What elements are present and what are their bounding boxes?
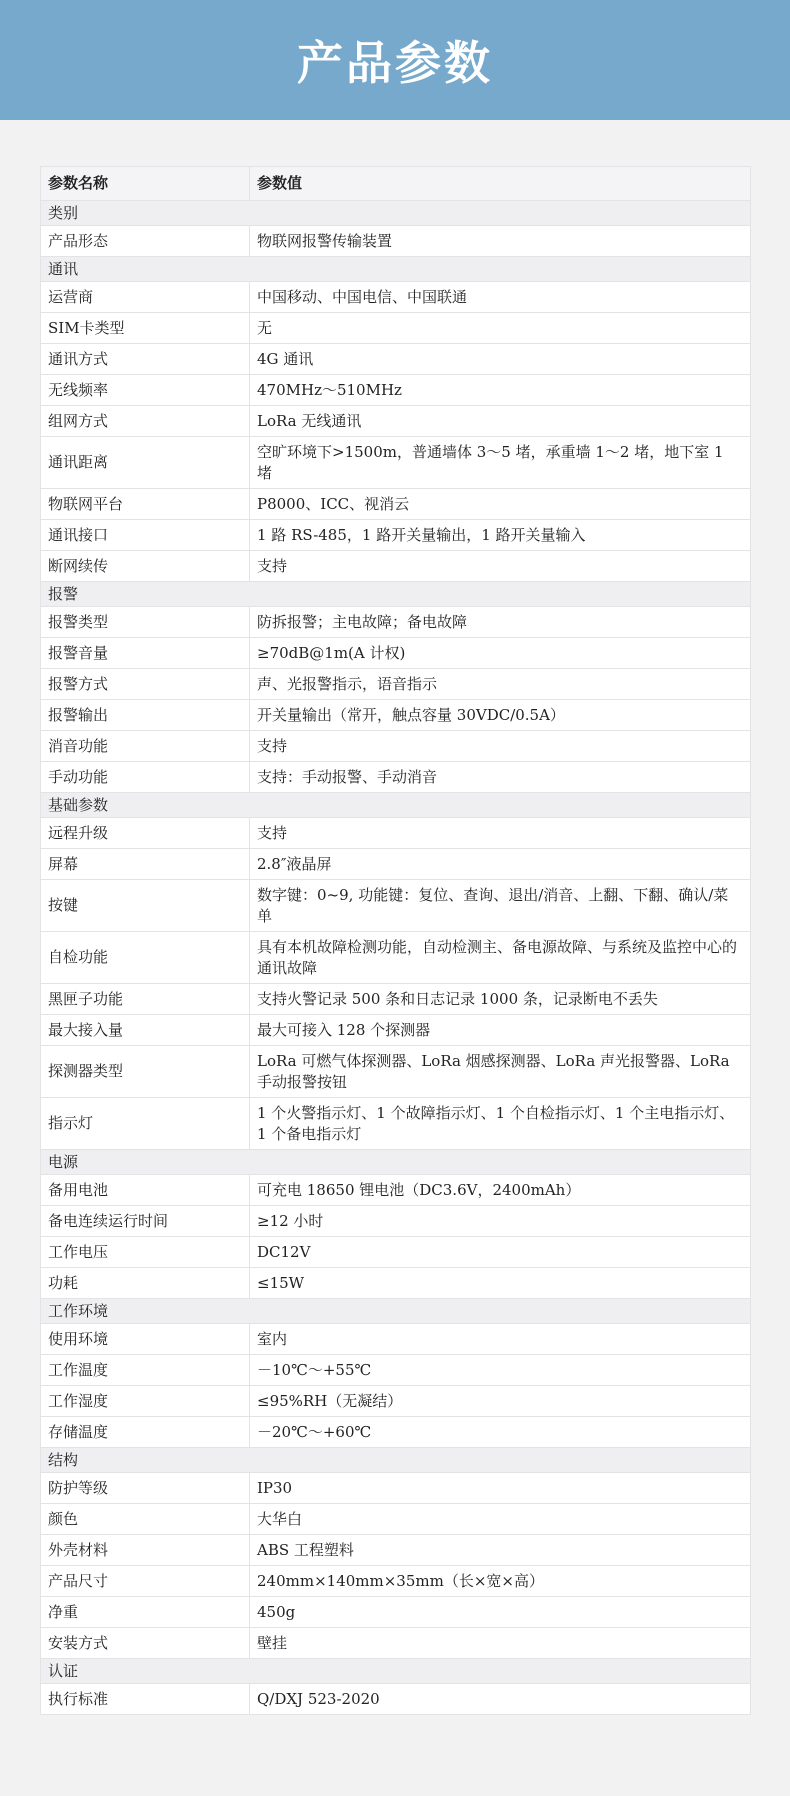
param-name: 通讯接口	[41, 520, 250, 551]
param-name: 黑匣子功能	[41, 984, 250, 1015]
param-name: 备用电池	[41, 1175, 250, 1206]
table-row	[41, 1324, 751, 1355]
table-row	[41, 375, 751, 406]
table-row	[41, 669, 751, 700]
section-row	[41, 1448, 751, 1473]
spec-table-wrapper	[40, 166, 751, 1715]
param-name: SIM卡类型	[41, 313, 250, 344]
table-row	[41, 984, 751, 1015]
table-row	[41, 700, 751, 731]
param-value: ≤15W	[250, 1268, 751, 1299]
param-value: 无	[250, 313, 751, 344]
param-value: 最大可接入 128 个探测器	[250, 1015, 751, 1046]
table-row	[41, 1237, 751, 1268]
param-name: 安装方式	[41, 1628, 250, 1659]
table-row	[41, 762, 751, 793]
table-row	[41, 282, 751, 313]
param-value: 1 个火警指示灯、1 个故障指示灯、1 个自检指示灯、1 个主电指示灯、1 个备电指示灯	[250, 1098, 751, 1150]
param-name: 无线频率	[41, 375, 250, 406]
param-name: 组网方式	[41, 406, 250, 437]
param-value: 壁挂	[250, 1628, 751, 1659]
param-name: 使用环境	[41, 1324, 250, 1355]
table-row	[41, 1046, 751, 1098]
param-value: 数字键：0~9, 功能键：复位、查询、退出/消音、上翻、下翻、确认/菜单	[250, 880, 751, 932]
table-row	[41, 638, 751, 669]
header-banner	[0, 0, 790, 120]
param-name: 指示灯	[41, 1098, 250, 1150]
param-name: 报警音量	[41, 638, 250, 669]
table-row	[41, 1386, 751, 1417]
table-row	[41, 1355, 751, 1386]
section-row	[41, 201, 751, 226]
param-name: 执行标准	[41, 1684, 250, 1715]
param-value: 室内	[250, 1324, 751, 1355]
table-row	[41, 1175, 751, 1206]
section-row	[41, 1150, 751, 1175]
param-value: ≥12 小时	[250, 1206, 751, 1237]
section-row	[41, 1659, 751, 1684]
param-name: 报警方式	[41, 669, 250, 700]
section-label: 认证	[41, 1659, 751, 1684]
table-row	[41, 520, 751, 551]
table-row	[41, 932, 751, 984]
param-name: 手动功能	[41, 762, 250, 793]
table-row	[41, 489, 751, 520]
param-value: 可充电 18650 锂电池（DC3.6V，2400mAh）	[250, 1175, 751, 1206]
table-row	[41, 607, 751, 638]
param-name: 报警输出	[41, 700, 250, 731]
param-name: 自检功能	[41, 932, 250, 984]
table-row	[41, 313, 751, 344]
param-name: 净重	[41, 1597, 250, 1628]
param-name: 工作湿度	[41, 1386, 250, 1417]
table-row	[41, 551, 751, 582]
section-label: 基础参数	[41, 793, 751, 818]
table-header-row	[41, 167, 751, 201]
section-label: 电源	[41, 1150, 751, 1175]
table-row	[41, 1628, 751, 1659]
param-value: 支持火警记录 500 条和日志记录 1000 条，记录断电不丢失	[250, 984, 751, 1015]
param-value: 防拆报警；主电故障；备电故障	[250, 607, 751, 638]
param-name: 报警类型	[41, 607, 250, 638]
param-value: 开关量输出（常开，触点容量 30VDC/0.5A）	[250, 700, 751, 731]
section-label: 工作环境	[41, 1299, 751, 1324]
param-value: 240mm×140mm×35mm（长×宽×高）	[250, 1566, 751, 1597]
param-name: 探测器类型	[41, 1046, 250, 1098]
param-value: －10℃～+55℃	[250, 1355, 751, 1386]
param-value: 2.8″液晶屏	[250, 849, 751, 880]
param-value: 支持：手动报警、手动消音	[250, 762, 751, 793]
param-name: 备电连续运行时间	[41, 1206, 250, 1237]
param-value: P8000、ICC、视消云	[250, 489, 751, 520]
table-row	[41, 406, 751, 437]
param-name: 产品尺寸	[41, 1566, 250, 1597]
param-name: 防护等级	[41, 1473, 250, 1504]
section-label: 通讯	[41, 257, 751, 282]
param-value: ABS 工程塑料	[250, 1535, 751, 1566]
section-row	[41, 582, 751, 607]
table-row	[41, 1566, 751, 1597]
table-row	[41, 1684, 751, 1715]
table-row	[41, 437, 751, 489]
table-row	[41, 1473, 751, 1504]
param-name: 颜色	[41, 1504, 250, 1535]
param-value: ≥70dB@1m(A 计权)	[250, 638, 751, 669]
table-row	[41, 344, 751, 375]
table-row	[41, 1098, 751, 1150]
table-row	[41, 818, 751, 849]
section-row	[41, 1299, 751, 1324]
param-name: 存储温度	[41, 1417, 250, 1448]
param-value: LoRa 无线通讯	[250, 406, 751, 437]
param-name: 物联网平台	[41, 489, 250, 520]
table-row	[41, 1015, 751, 1046]
param-name: 工作温度	[41, 1355, 250, 1386]
table-row	[41, 880, 751, 932]
column-header-value: 参数值	[250, 167, 751, 201]
param-name: 产品形态	[41, 226, 250, 257]
table-row	[41, 1597, 751, 1628]
table-row	[41, 226, 751, 257]
param-value: LoRa 可燃气体探测器、LoRa 烟感探测器、LoRa 声光报警器、LoRa 手动报警按钮	[250, 1046, 751, 1098]
spec-table-body	[41, 167, 751, 1715]
param-value: 物联网报警传输装置	[250, 226, 751, 257]
param-value: DC12V	[250, 1237, 751, 1268]
section-label: 结构	[41, 1448, 751, 1473]
param-value: IP30	[250, 1473, 751, 1504]
param-name: 工作电压	[41, 1237, 250, 1268]
page-title: 产品参数	[297, 36, 493, 90]
param-name: 外壳材料	[41, 1535, 250, 1566]
param-value: Q/DXJ 523-2020	[250, 1684, 751, 1715]
param-name: 断网续传	[41, 551, 250, 582]
table-row	[41, 1417, 751, 1448]
param-value: 450g	[250, 1597, 751, 1628]
param-value: 1 路 RS-485，1 路开关量输出，1 路开关量输入	[250, 520, 751, 551]
table-row	[41, 1535, 751, 1566]
param-value: 大华白	[250, 1504, 751, 1535]
table-row	[41, 1268, 751, 1299]
spec-table	[40, 166, 751, 1715]
param-name: 远程升级	[41, 818, 250, 849]
param-name: 运营商	[41, 282, 250, 313]
section-row	[41, 257, 751, 282]
param-name: 按键	[41, 880, 250, 932]
param-value: 空旷环境下>1500m，普通墙体 3～5 堵，承重墙 1～2 堵，地下室 1 堵	[250, 437, 751, 489]
table-row	[41, 731, 751, 762]
section-label: 报警	[41, 582, 751, 607]
param-name: 通讯方式	[41, 344, 250, 375]
param-value: 支持	[250, 731, 751, 762]
param-name: 屏幕	[41, 849, 250, 880]
param-value: 支持	[250, 551, 751, 582]
param-value: 支持	[250, 818, 751, 849]
param-value: 4G 通讯	[250, 344, 751, 375]
param-name: 消音功能	[41, 731, 250, 762]
param-name: 通讯距离	[41, 437, 250, 489]
table-row	[41, 1504, 751, 1535]
section-label: 类别	[41, 201, 751, 226]
column-header-name: 参数名称	[41, 167, 250, 201]
param-value: 声、光报警指示，语音指示	[250, 669, 751, 700]
param-value: 470MHz～510MHz	[250, 375, 751, 406]
param-value: ≤95%RH（无凝结）	[250, 1386, 751, 1417]
table-row	[41, 849, 751, 880]
param-value: 具有本机故障检测功能，自动检测主、备电源故障、与系统及监控中心的通讯故障	[250, 932, 751, 984]
param-value: 中国移动、中国电信、中国联通	[250, 282, 751, 313]
param-value: －20℃～+60℃	[250, 1417, 751, 1448]
table-row	[41, 1206, 751, 1237]
param-name: 最大接入量	[41, 1015, 250, 1046]
section-row	[41, 793, 751, 818]
param-name: 功耗	[41, 1268, 250, 1299]
